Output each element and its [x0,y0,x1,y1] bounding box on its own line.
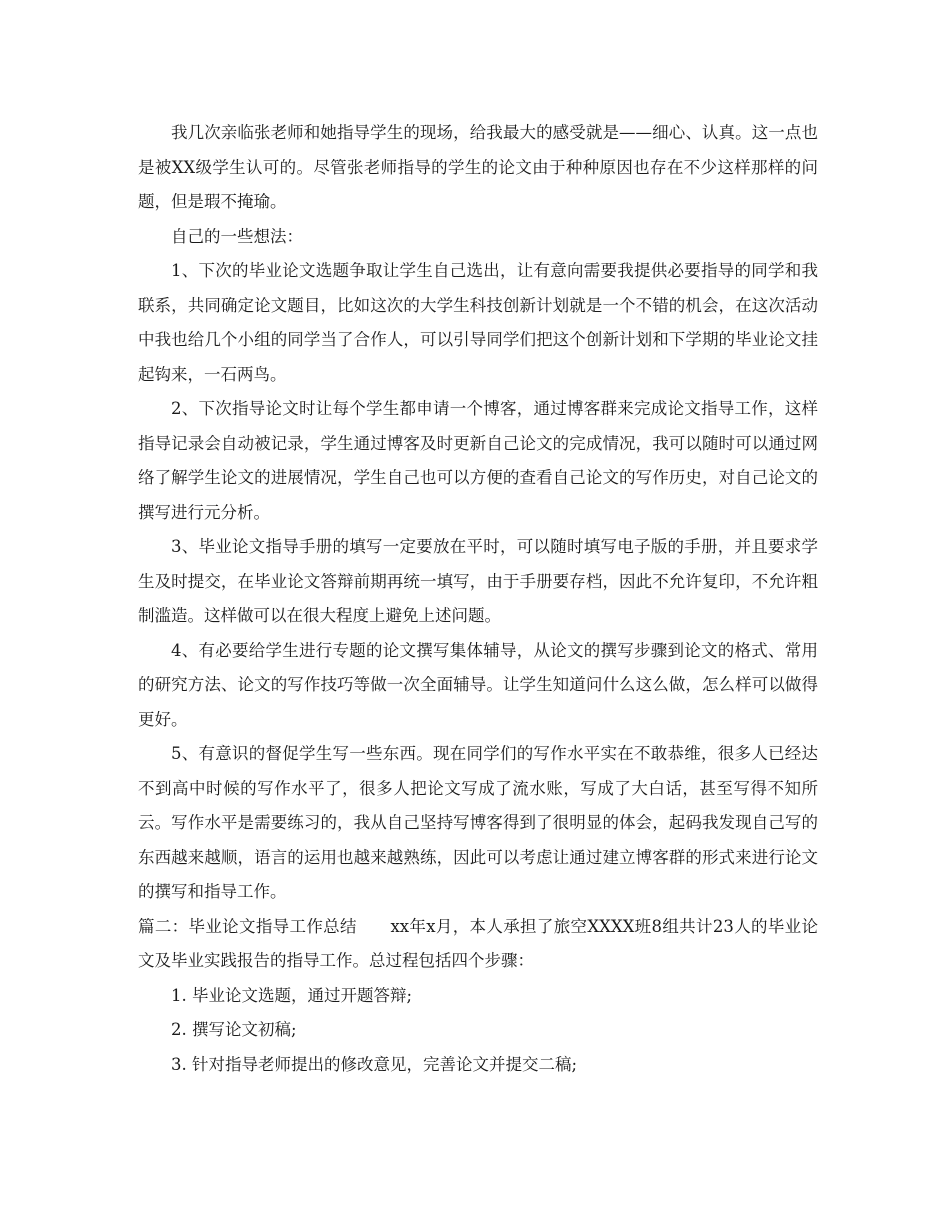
paragraph-idea-4: 4、有必要给学生进行专题的论文撰写集体辅导，从论文的撰写步骤到论文的格式、常用的研究方法、论文的写作技巧等做一次全面辅导。让学生知道问什么这么做，怎么样可以做得更好。 [138,640,818,729]
step-item-3: 3. 针对指导老师提出的修改意见，完善论文并提交二稿; [171,1054,578,1074]
paragraph-idea-5: 5、有意识的督促学生写一些东西。现在同学们的写作水平实在不敢恭维，很多人已经达不到高中时候的写作水平了，很多人把论文写成了流水账，写成了大白话，甚至写得不知所云。写作水平是需要练习的，我从自己坚持写博客得到了很明显的体会，起码我发现自己写的东西越来越顺，语言的运用也越来越熟练，因此可以考虑让通过建立博客群的形式来进行论文的撰写和指导工作。 [138,744,818,901]
step-item-2: 2. 撰写论文初稿; [171,1020,297,1039]
paragraph-idea-2: 2、下次指导论文时让每个学生都申请一个博客，通过博客群来完成论文指导工作，这样指导记录会自动被记录，学生通过博客及时更新自己论文的完成情况，我可以随时可以通过网络了解学生论文的进展情况，学生自己也可以方便的查看自己论文的写作历史，对自己论文的撰写进行元分析。 [138,399,818,522]
paragraph-idea-3: 3、毕业论文指导手册的填写一定要放在平时，可以随时填写电子版的手册，并且要求学生及时提交，在毕业论文答辩前期再统一填写，由于手册要存档，因此不允许复印，不允许粗制滥造。这样做可以在很大程度上避免上述问题。 [138,537,818,625]
paragraph-idea-1: 1、下次的毕业论文选题争取让学生自己选出，让有意向需要我提供必要指导的同学和我联系，共同确定论文题目，比如这次的大学生科技创新计划就是一个不错的机会，在这次活动中我也给几个小组的同学当了合作人，可以引导同学们把这个创新计划和下学期的毕业论文挂起钩来，一石两鸟。 [138,261,818,384]
document-body [138,116,818,1082]
step-item-1: 1. 毕业论文选题，通过开题答辩; [171,985,413,1005]
paragraph-part-two: 篇二：毕业论文指导工作总结 xx年x月，本人承担了旅空XXXX班8组共计23人的毕业论文及毕业实践报告的指导工作。总过程包括四个步骤： [138,916,818,970]
paragraph-observation: 我几次亲临张老师和她指导学生的现场，给我最大的感受就是——细心、认真。这一点也是被XX级学生认可的。尽管张老师指导的学生的论文由于种种原因也存在不少这样那样的问题，但是瑕不掩瑜。 [138,123,818,211]
paragraph-thoughts-heading: 自己的一些想法： [171,226,303,246]
